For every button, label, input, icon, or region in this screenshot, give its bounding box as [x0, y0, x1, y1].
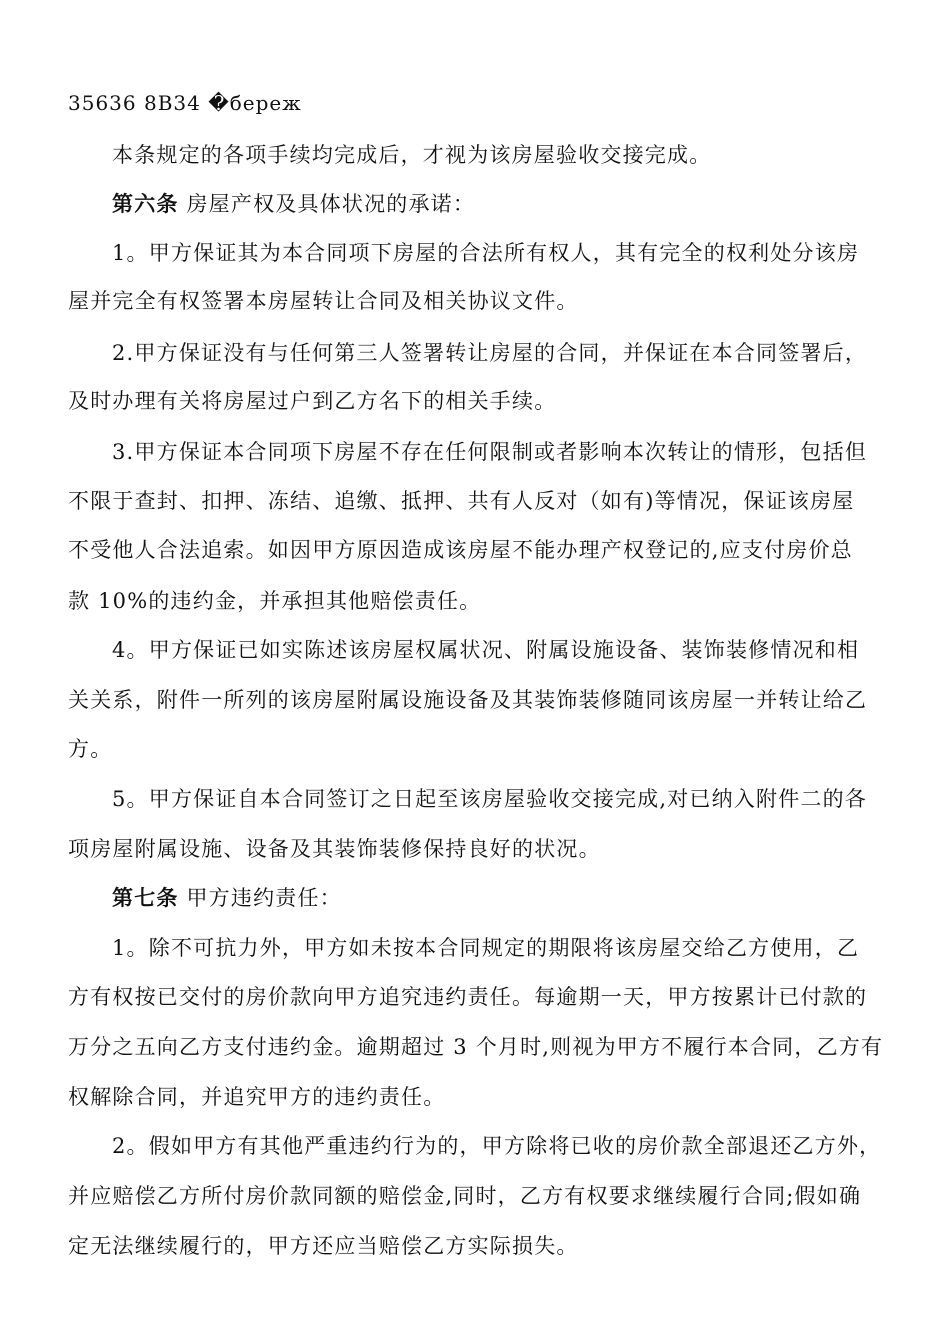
paragraph-line: 2.甲方保证没有与任何第三人签署转让房屋的合同，并保证在本合同签署后，	[112, 341, 868, 365]
header-code: 35636 8B34 �береж	[68, 91, 302, 115]
paragraph-line: 项房屋附属设施、设备及其装饰装修保持良好的状况。	[68, 837, 601, 861]
article-6-heading: 第六条 房屋产权及具体状况的承诺：	[112, 191, 476, 216]
paragraph-line: 1。甲方保证其为本合同项下房屋的合法所有权人，其有完全的权利处分该房	[112, 241, 860, 265]
paragraph-line: 方有权按已交付的房价款向甲方追究违约责任。每逾期一天，甲方按累计已付款的	[68, 985, 868, 1009]
paragraph-line: 及时办理有关将房屋过户到乙方名下的相关手续。	[68, 389, 557, 413]
paragraph-line: 不限于查封、扣押、冻结、追缴、抵押、共有人反对（如有)等情况，保证该房屋	[68, 489, 855, 513]
article-number: 第六条	[112, 191, 179, 216]
paragraph-line: 屋并完全有权签署本房屋转让合同及相关协议文件。	[68, 289, 579, 313]
article-number: 第七条	[112, 885, 179, 910]
paragraph-line: 权解除合同，并追究甲方的违约责任。	[68, 1085, 446, 1109]
paragraph-line: 5。甲方保证自本合同签订之日起至该房屋验收交接完成,对已纳入附件二的各	[112, 787, 868, 811]
paragraph-line: 万分之五向乙方支付违约金。逾期超过 3 个月时,则视为甲方不履行本合同，乙方有	[68, 1035, 884, 1059]
paragraph-line: 款 10%的违约金，并承担其他赔偿责任。	[68, 589, 482, 613]
paragraph-line: 2。假如甲方有其他严重违约行为的，甲方除将已收的房价款全部退还乙方外，	[112, 1134, 882, 1158]
article-7-heading: 第七条 甲方违约责任：	[112, 885, 342, 910]
paragraph-line: 关关系，附件一所列的该房屋附属设施设备及其装饰装修随同该房屋一并转让给乙	[68, 688, 868, 712]
paragraph-line: 方。	[68, 737, 113, 761]
paragraph-line: 1。除不可抗力外，甲方如未按本合同规定的期限将该房屋交给乙方使用，乙	[112, 936, 860, 960]
paragraph-line: 不受他人合法追索。如因甲方原因造成该房屋不能办理产权登记的,应支付房价总	[68, 538, 853, 562]
paragraph-line: 4。甲方保证已如实陈述该房屋权属状况、附属设施设备、装饰装修情况和相	[112, 638, 860, 662]
paragraph-line: 并应赔偿乙方所付房价款同额的赔偿金,同时，乙方有权要求继续履行合同;假如确	[68, 1184, 862, 1208]
paragraph-line: 本条规定的各项手续均完成后，才视为该房屋验收交接完成。	[112, 143, 712, 167]
paragraph-line: 3.甲方保证本合同项下房屋不存在任何限制或者影响本次转让的情形，包括但	[112, 440, 868, 464]
paragraph-line: 定无法继续履行的，甲方还应当赔偿乙方实际损失。	[68, 1234, 579, 1258]
